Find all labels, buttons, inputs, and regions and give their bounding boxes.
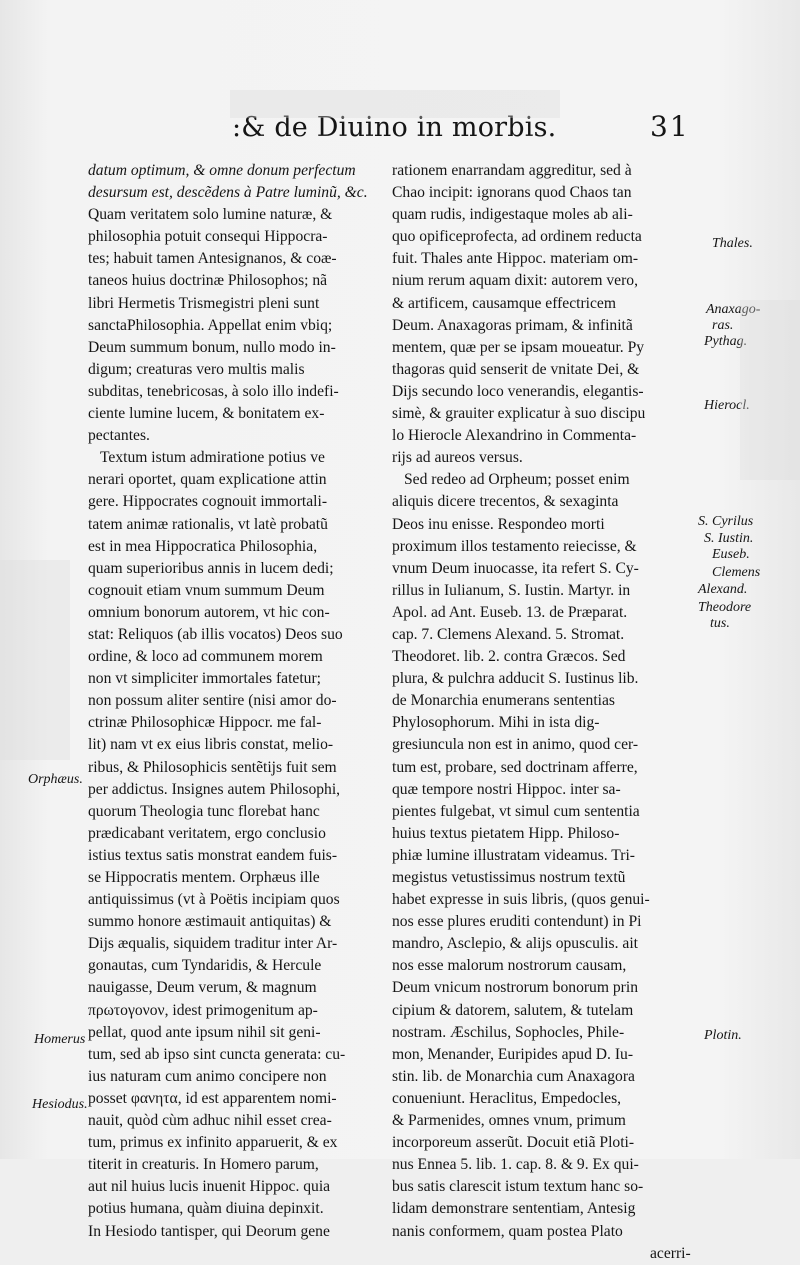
text-line: & artificem, causamque effectricem <box>392 294 616 312</box>
text-line: Dijs secundo loco venerandis, elegantis- <box>392 382 644 400</box>
text-line: vnum Deum inuocasse, ita refert S. Cy- <box>392 559 639 577</box>
text-line: cognouit etiam vnum summum Deum <box>88 581 325 599</box>
text-line: pectantes. <box>88 427 150 445</box>
text-line: antiquissimus (vt à Poëtis incipiam quos <box>88 891 340 909</box>
text-line: per addictus. Insignes autem Philosophi, <box>88 780 341 798</box>
text-line: tum est, probare, sed doctrinam afferre, <box>392 758 638 776</box>
text-line: non vt simpliciter immortales fatetur; <box>88 670 321 688</box>
text-line: tum, sed ab ipso sint cuncta generata: cu- <box>88 1045 346 1063</box>
running-head: :& de Diuino in morbis. <box>232 112 557 143</box>
text-line: ctrinæ Philosophicæ Hippocr. me fal- <box>88 714 322 732</box>
text-line: nerari oportet, quam explicatione attin <box>88 471 327 489</box>
text-line: ordine, & loco ad communem morem <box>88 648 323 666</box>
margin-note-alexandrinus: Alexand. <box>698 582 748 597</box>
text-line: quæ tempore nostri Hippoc. inter sa- <box>392 780 621 798</box>
text-line: datum optimum, & omne donum perfectum <box>88 162 356 179</box>
margin-note-hesiodus: Hesiodus. <box>32 1097 88 1112</box>
text-line: ciente lumine lucem, & bonitatem ex- <box>88 405 325 423</box>
text-line: omnium bonorum autorem, vt hic con- <box>88 603 330 621</box>
margin-note-anaxagoras: Anaxago- <box>706 302 761 317</box>
text-line: rijs ad aureos versus. <box>392 449 523 467</box>
text-line: habet expresse in suis libris, (quos genui- <box>392 891 650 909</box>
text-line: quam superioribus annis in lucem dedi; <box>88 559 334 577</box>
text-line: nium rerum aquam dixit: autorem vero, <box>392 272 638 290</box>
text-line: quorum Theologia tunc florebat hanc <box>88 802 320 820</box>
margin-note-orphaeus: Orphæus. <box>28 772 83 787</box>
text-line: huius textus pietatem Hipp. Philoso- <box>392 824 620 842</box>
text-line: tatem animæ rationalis, vt latè probatũ <box>88 515 328 533</box>
text-line: potius humana, quàm diuina depinxit. <box>88 1200 324 1218</box>
text-line: cap. 7. Clemens Alexand. 5. Stromat. <box>392 625 625 643</box>
text-line: mandro, Asclepio, & alijs opusculis. ait <box>392 935 639 953</box>
text-line: tum, primus ex infinito apparuerit, & ex <box>88 1134 338 1152</box>
text-line: πρωτογονον, idest primogenitum ap- <box>88 1001 318 1019</box>
margin-note-eusebius: Euseb. <box>712 547 750 562</box>
margin-note-theodoretus: Theodore <box>698 600 752 615</box>
text-line: acerri- <box>650 1244 691 1262</box>
text-line: aut nil huius lucis inuenit Hippoc. quia <box>88 1178 331 1196</box>
text-line: aliquis dicere trecentos, & sexaginta <box>392 493 619 511</box>
text-line: pellat, quod ante ipsum nihil sit geni- <box>88 1023 321 1041</box>
text-line: thagoras quid senserit de vnitate Dei, & <box>392 360 640 378</box>
text-line: titerit in creaturis. In Homero parum, <box>88 1156 319 1174</box>
text-line: Sed redeo ad Orpheum; posset enim <box>404 471 630 489</box>
text-line: non possum aliter sentire (nisi amor do- <box>88 692 337 710</box>
text-line: de Monarchia enumerans sententias <box>392 692 615 710</box>
text-line: Chao incipit: ignorans quod Chaos tan <box>392 184 632 202</box>
margin-note-homerus: Homerus <box>34 1032 86 1047</box>
right-text-column <box>392 160 692 1265</box>
text-line: rillus in Iulianum, S. Iustin. Martyr. in <box>392 581 631 599</box>
text-line: ribus, & Philosophicis sentẽtijs fuit sem <box>88 758 337 776</box>
text-line: Phylosophorum. Mihi in ista dig- <box>392 714 600 732</box>
text-line: rationem enarrandam aggreditur, sed à <box>392 162 632 179</box>
text-line: quo opificeprofecta, ad ordinem reducta <box>392 228 642 246</box>
text-line: posset φανητα, id est apparentem nomi- <box>88 1089 337 1107</box>
text-line: simè, & grauiter explicatur à suo discipu <box>392 405 646 423</box>
margin-note-plotinus: Plotin. <box>704 1028 742 1043</box>
text-line: nos esse malorum nostrorum causam, <box>392 957 627 975</box>
text-line: Textum istum admiratione potius ve <box>100 449 325 467</box>
text-line: Quam veritatem solo lumine naturæ, & <box>88 206 333 224</box>
text-line: taneos huius doctrinæ Philosophos; nã <box>88 272 328 290</box>
text-line: Deum vnicum nostrorum bonorum prin <box>392 979 639 997</box>
text-line: gresiuncula non est in animo, quod cer- <box>392 736 639 754</box>
text-line: nauit, quòd cùm adhuc nihil esset crea- <box>88 1112 332 1130</box>
text-line: bus satis clarescit istum textum hanc so- <box>392 1178 644 1196</box>
margin-note-theodoretus-cont: tus. <box>710 616 730 631</box>
text-line: summo honore æstimauit antiquitas) & <box>88 913 332 931</box>
text-line: Dijs æqualis, siquidem traditur inter Ar- <box>88 935 338 953</box>
text-line: conueniunt. Heraclitus, Empedocles, <box>392 1089 622 1107</box>
margin-note-cyrillus: S. Cyrilus <box>698 514 754 529</box>
text-line: Theodoret. lib. 2. contra Græcos. Sed <box>392 648 626 666</box>
text-line: plura, & pulchra adducit S. Iustinus lib. <box>392 670 639 688</box>
text-line: nus Ennea 5. lib. 1. cap. 8. & 9. Ex qui- <box>392 1156 639 1174</box>
margin-note-clemens: Clemens <box>712 565 761 580</box>
text-line: megistus vetustissimus nostrum textũ <box>392 869 626 886</box>
text-line: cipium & datorem, salutem, & tutelam <box>392 1001 634 1019</box>
text-line: subditas, tenebricosas, à solo illo indefi- <box>88 382 339 400</box>
text-line: sanctaPhilosophia. Appellat enim vbiq; <box>88 316 333 334</box>
text-line: pientes fulgebat, vt simul cum sententia <box>392 802 640 820</box>
text-line: Apol. ad Ant. Euseb. 13. de Præparat. <box>392 603 628 621</box>
text-line: In Hesiodo tantisper, qui Deorum gene <box>88 1222 330 1240</box>
text-line: stin. lib. de Monarchia cum Anaxagora <box>392 1067 635 1085</box>
text-line: nos esse plures eruditi contendunt) in Pi <box>392 913 642 931</box>
text-line: Deum summum bonum, nullo modo in- <box>88 338 336 356</box>
text-line: gere. Hippocrates cognouit immortali- <box>88 493 328 511</box>
text-line: tes; habuit tamen Antesignanos, & coæ- <box>88 250 337 268</box>
text-line: se Hippocratis mentem. Orphæus ille <box>88 869 320 886</box>
page-number: 31 <box>650 110 690 143</box>
text-line: nauigasse, Deum verum, & magnum <box>88 979 317 997</box>
margin-note-anaxagoras-cont: ras. <box>712 318 734 333</box>
text-line: lit) nam vt ex eius libris constat, melio- <box>88 736 334 754</box>
margin-note-hierocles: Hierocl. <box>704 398 750 413</box>
text-line: lidam demonstrare sententiam, Antesig <box>392 1200 636 1218</box>
text-line: gonautas, cum Tyndaridis, & Hercule <box>88 957 322 975</box>
text-line: lo Hierocle Alexandrino in Commenta- <box>392 427 637 445</box>
text-line: mon, Menander, Euripides apud D. Iu- <box>392 1045 634 1063</box>
text-line: digum; creaturas vero multis malis <box>88 360 305 378</box>
text-line: nostram. Æschilus, Sophocles, Phile- <box>392 1023 625 1041</box>
text-line: proximum illos testamento reiecisse, & <box>392 537 637 555</box>
text-line: mentem, quæ per se ipsam moueatur. Py <box>392 338 645 356</box>
text-line: libri Hermetis Trismegistri pleni sunt <box>88 294 320 312</box>
text-line: stat: Reliquos (ab illis vocatos) Deos suo <box>88 625 343 643</box>
text-line: Deum. Anaxagoras primam, & infinitã <box>392 316 633 334</box>
text-line: est in mea Hippocratica Philosophia, <box>88 537 318 555</box>
text-line: quam rudis, indigestaque moles ab ali- <box>392 206 633 224</box>
left-text-column <box>88 160 388 1243</box>
text-line: & Parmenides, omnes vnum, primum <box>392 1112 626 1130</box>
text-line: fuit. Thales ante Hippoc. materiam om- <box>392 250 639 268</box>
margin-note-iustinus: S. Iustin. <box>704 531 754 546</box>
text-line: incorporeum asserũt. Docuit etiã Ploti- <box>392 1134 635 1152</box>
text-line: istius textus satis monstrat eandem fuis- <box>88 846 338 864</box>
text-line: prædicabant veritatem, ergo conclusio <box>88 824 326 842</box>
margin-note-pythagoras: Pythag. <box>704 334 748 349</box>
text-line: nanis conformem, quam postea Plato <box>392 1222 623 1240</box>
text-line: phiæ lumine illustratam videamus. Tri- <box>392 846 635 864</box>
text-line: philosophia potuit consequi Hippocra- <box>88 228 328 246</box>
margin-note-thales: Thales. <box>712 236 753 251</box>
text-line: Deos inu enisse. Respondeo morti <box>392 515 605 533</box>
text-line: desursum est, descẽdens à Patre luminũ, &c. <box>88 184 368 202</box>
text-line: ius naturam cum animo concipere non <box>88 1067 327 1085</box>
